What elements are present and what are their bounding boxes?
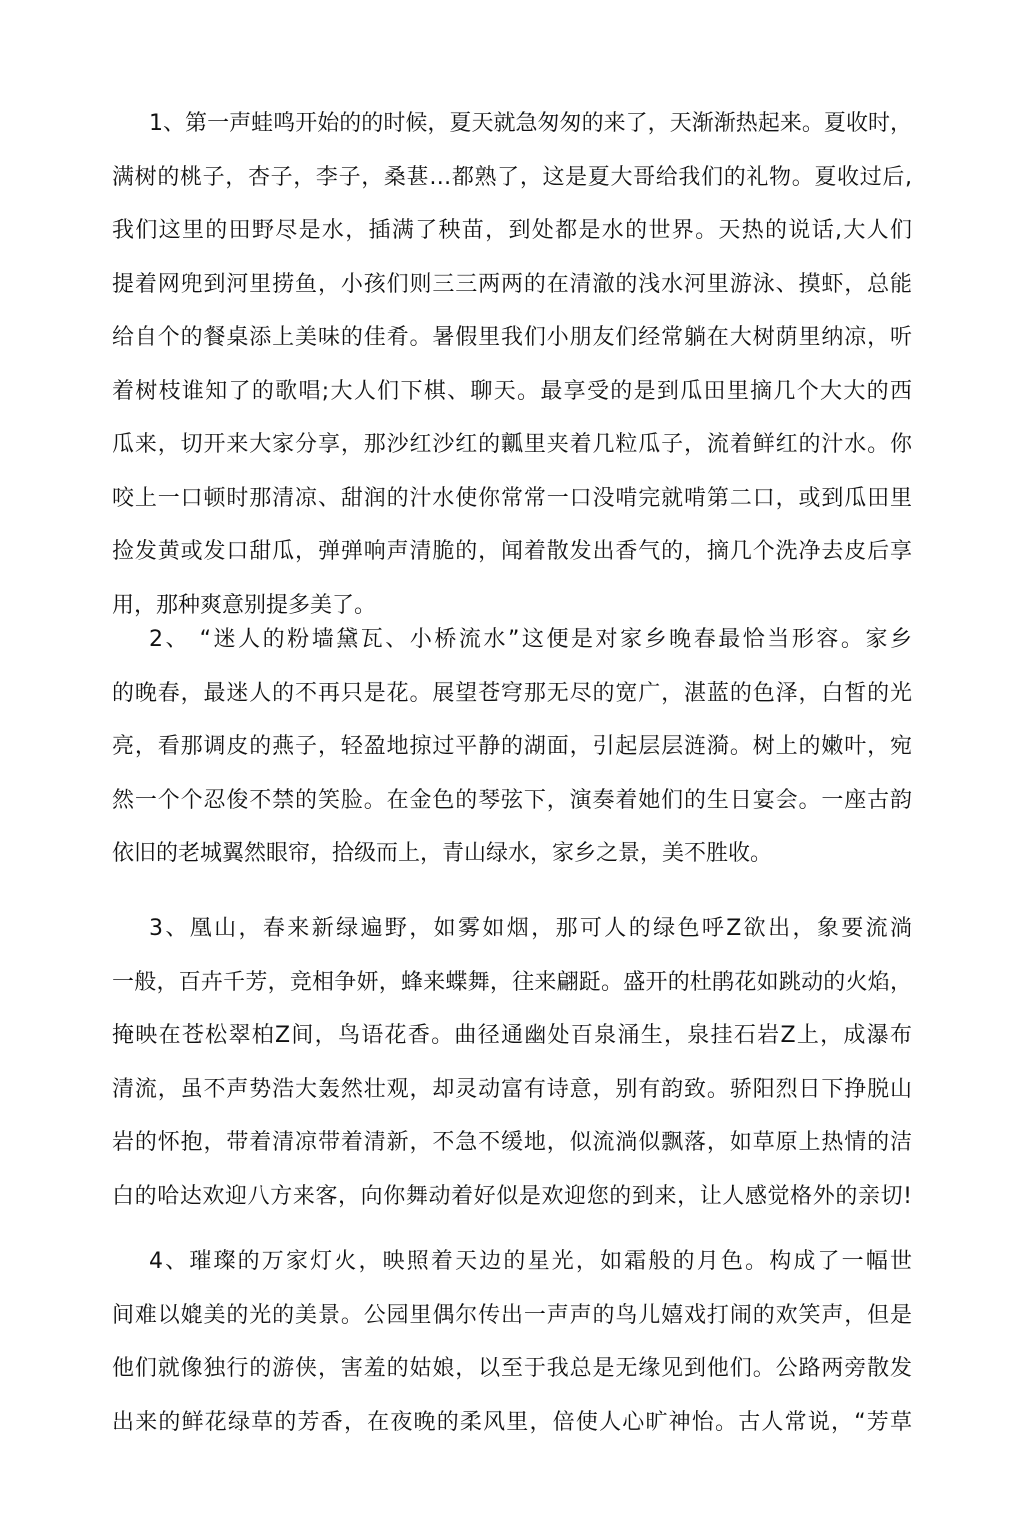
paragraph-line: 1、第一声蛙鸣开始的的时候，夏天就急匆匆的来了，天渐渐热起来。夏收时， — [149, 111, 912, 136]
paragraph-line: 用，那种爽意别提多美了。 — [112, 592, 377, 618]
paragraph-line: 然一个个忍俊不禁的笑脸。在金色的琴弦下，演奏着她们的生日宴会。一座古韵 — [112, 787, 912, 813]
paragraph-line: 咬上一口顿时那清凉、甜润的汁水使你常常一口没啃完就啃第二口，或到瓜田里 — [112, 485, 912, 511]
paragraph-line: 2、 “迷人的粉墙黛瓦、小桥流水”这便是对家乡晚春最恰当形容。家乡 — [149, 627, 912, 652]
paragraph-line: 间难以媲美的光的美景。公园里偶尔传出一声声的鸟儿嬉戏打闹的欢笑声，但是 — [112, 1302, 912, 1328]
paragraph-line: 依旧的老城翼然眼帘，拾级而上，青山绿水，家乡之景，美不胜收。 — [112, 841, 773, 866]
paragraph-line: 捡发黄或发口甜瓜，弹弹响声清脆的，闻着散发出香气的，摘几个洗净去皮后享 — [112, 539, 912, 564]
paragraph-line: 着树枝谁知了的歌唱;大人们下棋、聊天。最享受的是到瓜田里摘几个大大的西 — [112, 378, 912, 404]
paragraph-line: 满树的桃子，杏子，李子，桑葚…都熟了，这是夏大哥给我们的礼物。夏收过后, — [112, 164, 912, 190]
paragraph-line: 4、璀璨的万家灯火，映照着天边的星光，如霜般的月色。构成了一幅世 — [149, 1249, 912, 1274]
paragraph-line: 他们就像独行的游侠，害羞的姑娘，以至于我总是无缘见到他们。公路两旁散发 — [112, 1356, 912, 1381]
paragraph-1 — [112, 97, 912, 632]
paragraph-line: 一般，百卉千芳，竞相争妍，蜂来蝶舞，往来翩跹。盛开的杜鹃花如跳动的火焰， — [112, 969, 912, 995]
paragraph-4 — [112, 1235, 912, 1449]
paragraph-line: 3、凰山，春来新绿遍野，如雾如烟，那可人的绿色呼Z欲出，象要流淌 — [149, 916, 912, 941]
paragraph-line: 岩的怀抱，带着清凉带着清新，不急不缓地，似流淌似飘落，如草原上热情的洁 — [112, 1130, 912, 1155]
paragraph-line: 瓜来，切开来大家分享，那沙红沙红的瓤里夹着几粒瓜子，流着鲜红的汁水。你 — [112, 432, 912, 457]
paragraph-line: 白的哈达欢迎八方来客，向你舞动着好似是欢迎您的到来，让人感觉格外的亲切! — [112, 1183, 912, 1209]
paragraph-line: 亮，看那调皮的燕子，轻盈地掠过平静的湖面，引起层层涟漪。树上的嫩叶，宛 — [112, 734, 912, 759]
paragraph-line: 出来的鲜花绿草的芳香，在夜晚的柔风里，倍使人心旷神怡。古人常说，“芳草 — [112, 1409, 912, 1435]
paragraph-line: 掩映在苍松翠柏Z间，鸟语花香。曲径通幽处百泉涌生，泉挂石岩Z上，成瀑布 — [112, 1023, 912, 1048]
paragraph-line: 我们这里的田野尽是水，插满了秧苗，到处都是水的世界。天热的说话,大人们 — [112, 218, 912, 243]
paragraph-line: 清流，虽不声势浩大轰然壮观，却灵动富有诗意，别有韵致。骄阳烈日下挣脱山 — [112, 1076, 912, 1102]
paragraph-2 — [112, 613, 912, 881]
paragraph-3 — [112, 902, 912, 1223]
paragraph-line: 给自个的餐桌添上美味的佳肴。暑假里我们小朋友们经常躺在大树荫里纳凉，听 — [112, 325, 912, 350]
paragraph-line: 提着网兜到河里捞鱼，小孩们则三三两两的在清澈的浅水河里游泳、摸虾，总能 — [112, 271, 912, 297]
paragraph-line: 的晚春，最迷人的不再只是花。展望苍穹那无尽的宽广，湛蓝的色泽，白皙的光 — [112, 680, 912, 706]
